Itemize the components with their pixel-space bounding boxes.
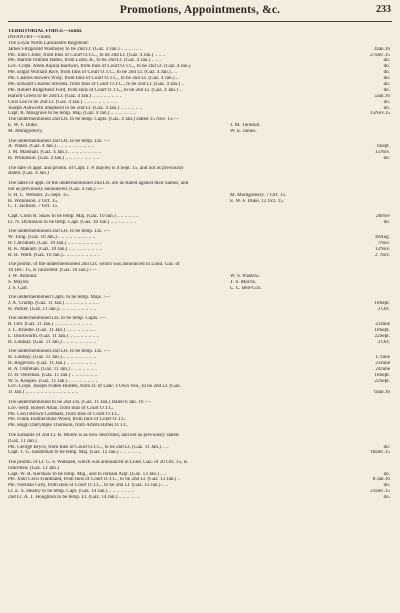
line-text: The undermentioned 2nd Lts. to be temp. Lts. :— xyxy=(8,138,111,144)
line-text: Lce.-Serjt. Robert Allan, from Inns of Court O.T.C. xyxy=(8,405,114,411)
line-text: J. M. Marshall. (Gaz. 4 Jan.) .. .. .. .. .. .. .. .. .. xyxy=(8,150,102,156)
line-text: Capt. W. R. Kershaw to be temp. Maj., and to remain Adjt. (Gaz. 13 Jan.) .. .. xyxy=(8,471,167,477)
line-text: The undermentioned to be 2nd Lts. (Gaz. 11 Jan.) Dated 6 Jan. 16 :— xyxy=(8,399,152,405)
line-text: cancelled. (Gaz. 12 Jan.) xyxy=(8,465,59,471)
line-date: 5Jan.16 xyxy=(374,93,390,99)
line-text: J. W. Almond. xyxy=(8,273,38,279)
line-text: 10 Dec. 15, is cancelled. (Gaz. 10 Jan.) :— xyxy=(8,267,97,273)
line-date: do. xyxy=(383,76,390,82)
text-line xyxy=(8,423,392,429)
text-line xyxy=(8,340,392,346)
line-text: Pte. Harold Outram Batho, from Lond. R., to be 2nd Lt. (Gaz. 4 Jan.) .. .. .. xyxy=(8,58,162,64)
second-column-text: T. S. Morris. xyxy=(230,279,257,285)
line-text: Pte. George Bryce, from Inns of Court O.T.C., to be 2nd Lt. (Gaz. 11 Jan.) .. .. xyxy=(8,444,169,450)
line-text: Capt. T. G. Sandeman to be temp. Maj. (Gaz. 12 Jan.) .. .. .. .. .. .. xyxy=(8,450,142,456)
line-date: 23June xyxy=(375,322,390,328)
line-date: 18Aug. xyxy=(374,235,390,240)
line-date: 23June xyxy=(375,360,390,366)
line-text: J. A. Crump. (Gaz. 11 Jan.) .. .. .. .. .. .. .. .. .. xyxy=(8,300,99,306)
text-line xyxy=(8,156,392,162)
line-text: H. Wilkinson. (Gaz. 4 Jan.) .. .. .. .. .. .. .. .. .. xyxy=(8,156,99,162)
text-line xyxy=(8,390,392,396)
text-line xyxy=(8,253,392,259)
line-text: H. Chronnell. (Gaz. 10 Jan.) .. .. .. .. .. .. .. .. .. xyxy=(8,240,101,246)
text-line xyxy=(8,129,392,135)
second-column-text: W. S. Plastow. xyxy=(230,273,260,279)
line-text: S. Mayoh. xyxy=(8,279,30,285)
line-text: H. Parker. (Gaz. 11 Jan.).. .. .. .. .. .. .. .. .. .. xyxy=(8,306,96,312)
line-text: James Fitzgerald Walmsley to be 2nd Lt. (Gaz. 3 Jan.) .. .. .. .. .. .. xyxy=(8,46,143,52)
line-text: stated. (Gaz. 4 Jan.) xyxy=(8,171,49,177)
page-number: 233 xyxy=(376,4,391,15)
line-text: The dates of appt. of the undermentioned 2nd Lts. are as stated against their names, and xyxy=(8,180,189,186)
second-column-text: J. M. Turnbull. xyxy=(230,123,261,129)
line-text: Pte. Norman Grey, from Inns of Court O.T.C., to be 2nd Lt. (Gaz. 13 Jan.) .. .. xyxy=(8,483,169,489)
line-date: 6Jan.16 xyxy=(374,390,390,396)
text-line xyxy=(8,307,392,313)
line-text: Pte. Robert Ridgefield Ford, from Inns of Court O.T.C., to be 2nd Lt. (Gaz. 4 Jan.) .. xyxy=(8,87,182,93)
line-date: 15Nov. xyxy=(375,150,390,156)
line-text: Pte. Hugh Dalrymple Thomson, from Artists Rifles O.T.C. xyxy=(8,423,129,429)
line-text: The undermentioned 2nd Lts. to be temp. Lts. :— xyxy=(8,229,111,235)
line-text: A. Walsh. (Gaz. 4 Jan.) .. .. .. .. .. .. .. .. .. .. xyxy=(8,144,95,150)
line-text: R. Ord. (Gaz. 11 Jan.) .. .. .. .. .. .. .. .. .. .. xyxy=(8,322,92,328)
line-text: 2nd Lt. A. T. Houghton to be temp. Lt. (Gaz. 14 Jan.) .. .. .. .. .. .. xyxy=(8,495,141,501)
line-date: do. xyxy=(383,219,390,225)
line-date: 22Sept. xyxy=(374,333,390,339)
line-date: 8 Jan.16 xyxy=(372,477,390,483)
line-date: do. xyxy=(383,471,390,477)
line-date: 18Dec.15 xyxy=(370,450,390,456)
line-date: do. xyxy=(383,70,390,76)
line-date: do. xyxy=(383,99,390,105)
line-date: 18Sept. xyxy=(374,300,390,306)
line-text: TERRITORIAL FORCE—contd. xyxy=(8,29,83,34)
line-date: 28Nov xyxy=(376,213,390,219)
second-column-text: E. W. F. Duke. 12 Oct. 15. xyxy=(230,198,285,204)
line-date: 6Sept. xyxy=(377,144,390,150)
line-date: do. xyxy=(383,156,390,162)
line-text: The undermentioned Capts. to be temp. Majs. :— xyxy=(8,295,110,301)
second-column-text: W. E. James. xyxy=(230,129,257,135)
line-text: W. S. Koopes. (Gaz. 11 Jan.) .. .. .. .. .. .. .. .. xyxy=(8,378,99,384)
line-text: C. T. Jackson. 7 Oct. 15. xyxy=(8,204,59,210)
line-text: R. H. Ward. (Gaz. 10 Jan.).. .. .. .. .. .. .. .. .. .. xyxy=(8,252,100,258)
line-text: L. Duckworth. (Gaz. 11 Jan.) .. .. .. .. .. .. .. .. xyxy=(8,333,99,339)
line-date: 17June xyxy=(375,355,390,361)
line-text: The undermentioned 2nd Lts. to be temp. Capts. (Gaz. 4 Jan.) Dated 15 Nov. 15:— xyxy=(8,117,179,123)
line-date: do. xyxy=(383,58,390,64)
running-header xyxy=(0,0,400,22)
line-text: (Gaz. 11 Jan.) xyxy=(8,438,37,444)
line-text: The Loyal North Lancashire Regiment. xyxy=(8,40,89,46)
line-text: Pte. John Crone, from Inns of Court O.T.C., to be 2nd Lt. (Gaz. 4 Jan.) .. .. .. xyxy=(8,52,165,58)
line-text: Harold Green to be 2nd Lt. (Gaz. 4 Jan.) .. .. .. .. .. .. .. .. xyxy=(8,93,123,99)
line-date: 7Nov. xyxy=(377,240,390,246)
line-text: Pte. John Cecil Frankland, from Inns of Court O.T.C., to be 2nd Lt. (Gaz. 13 Jan.) .. xyxy=(8,477,181,483)
text-line xyxy=(8,286,392,292)
line-date: 22Sept. xyxy=(374,378,390,384)
line-text: R. A. Ostrehan. (Gaz. 11 Jan.) .. .. .. .. .. .. .. xyxy=(8,366,97,372)
line-text: Capt. Colin R. Shaw to be temp. Maj. (Gaz. 10 Jan.) .. .. .. .. .. .. xyxy=(8,213,139,219)
line-text: W. Tong. (Gaz. 10 Jan.) .. .. .. .. .. .. .. .. .. .. xyxy=(8,235,96,240)
line-date: 12Nov. xyxy=(375,246,390,252)
line-text: H. Lindsay. (Gaz. 11 Jan.) .. .. .. .. .. .. .. .. .. xyxy=(8,355,97,361)
line-text: R. K. Makant. (Gaz. 10 Jan.) .. .. .. .. .. .. .. .. .. xyxy=(8,246,103,252)
line-date: 24June xyxy=(375,366,390,372)
line-text: E. W. F. Duke. xyxy=(8,123,39,129)
line-date: 3 Oct. xyxy=(377,339,390,345)
line-text: The promn. of Lt. G. F. Walkden, which was announced in Lond. Gaz. of 20 Oct. 15, is xyxy=(8,459,188,465)
line-date: do. xyxy=(383,483,390,489)
line-date: 4Jan.16 xyxy=(374,46,390,52)
second-column-text: L. C. Bell-Cox. xyxy=(230,285,262,291)
line-text: Pte. Cecil Brown Coldham, from Inns of Court O.T.C. xyxy=(8,411,120,417)
text-line xyxy=(8,450,392,456)
line-text: The promn. of the undermentioned 2nd Lts. which was announced in Lond. Gaz. of xyxy=(8,262,180,268)
line-text: M. Montgomery. xyxy=(8,129,43,135)
line-date: do. xyxy=(383,87,390,93)
line-text: Pte. Edward Charles Stevens, from Inns of Court O.T.C., to be 2nd Lt. (Gaz. 4 Jan.) .. xyxy=(8,82,184,88)
header-rule xyxy=(8,21,392,22)
line-date: do. xyxy=(383,64,390,70)
line-date: 15Nov.15 xyxy=(369,111,390,117)
line-text: The undermentioned Lts. to be temp. Capts. :— xyxy=(8,316,107,322)
line-text: The undermentioned 2nd Lts. to be temp. Lts. :— xyxy=(8,349,111,355)
line-date: 21Dec.15 xyxy=(370,489,390,495)
line-text: The surname of 2nd Lt. B. Moore is as now described, and not as previously stated. xyxy=(8,432,180,438)
text-line xyxy=(8,220,392,226)
text-line xyxy=(8,171,392,177)
line-text: Pte. Edgar William Rice, from Inns of Court O.T.C., to be 2nd Lt. (Gaz. 4 Jan.).. .. xyxy=(8,70,178,76)
line-text: Lce.-Corpl. Allen Aquila Baldwin, from Inns of Court O.T.C., to be 2nd Lt. (Gaz. 4 Jan.) xyxy=(8,64,191,70)
second-column-text: M. Montgomery. 7 Oct. 15. xyxy=(230,192,287,198)
line-text: H. Rogerson. (Gaz. 11 Jan.) .. .. .. .. .. .. .. .. xyxy=(8,360,97,366)
line-date: do. xyxy=(383,495,390,501)
text-line xyxy=(8,495,392,501)
line-text: Pte. Frank Featherstone Wood, from Inns of Court O.T.C. xyxy=(8,417,127,423)
line-date: do. xyxy=(383,105,390,111)
line-text: Lt. N. Dickinson to be temp. Capt. (Gaz. 10 Jan.) .. .. .. .. .. .. .. xyxy=(8,219,137,225)
gazette-body xyxy=(8,29,392,501)
line-text: Lt. E. S. Healey to be temp. Capt. (Gaz. 14 Jan.) .. .. .. .. .. .. .. xyxy=(8,489,135,495)
line-date: do. xyxy=(383,82,390,88)
text-line xyxy=(8,204,392,210)
line-date: 2. Nov. xyxy=(375,252,390,258)
line-text: H. Wilkinson. 2 Oct. 15. xyxy=(8,198,59,204)
line-text: not as previously announced. (Gaz. 4 Jan.) :— xyxy=(8,186,104,192)
running-title: Promotions, Appointments, &c. xyxy=(119,4,281,16)
line-text: 11 Jan.) .. .. .. .. .. .. .. .. .. .. .. .. .. .. xyxy=(8,390,79,396)
line-date: do. xyxy=(383,444,390,450)
line-text: Joseph Ashworth Shepherd to be 2nd Lt. (Gaz. 4 Jan.) .. .. .. .. .. .. xyxy=(8,105,143,111)
line-text: Pte. Charles Bowers Wray, from Inns of Court O.T.C., to be 2nd Lt. (Gaz. 4 Jan.) .. xyxy=(8,76,179,82)
line-date: 3 Oct. xyxy=(377,306,390,312)
line-date: 18Sept. xyxy=(374,327,390,333)
line-text: Lce.-Corpl. Joseph Foden Holden, from D. of Lanc.'s Own Yeo., to be 2nd Lt. (Gaz. xyxy=(8,384,181,390)
line-text: Capt. R. Musgrave to be temp. Maj. (Gaz. 4 Jan.) .. .. .. .. .. .. .. xyxy=(8,111,137,117)
line-text: J. L. Brindle. (Gaz. 11 Jan.) .. .. .. .. .. .. .. .. xyxy=(8,327,96,333)
line-date: 27Dec.15 xyxy=(370,52,390,58)
line-text: INFANTRY—contd. xyxy=(8,34,52,40)
line-text: The date of appt. and promn. of Capt. J. P. Bayley is 4 Sept. 15, and not as previously xyxy=(8,165,184,171)
line-text: H. Lindsay. (Gaz. 11 Jan.) .. .. .. .. .. .. .. .. .. xyxy=(8,339,97,345)
line-text: S. H. C. Webster. 25 Sept. 15. xyxy=(8,192,70,198)
line-date: 18Sept. xyxy=(374,372,390,378)
line-text: Gilis Lee to be 2nd Lt. (Gaz. 4 Jan.) .. .. .. .. .. .. .. .. .. xyxy=(8,99,117,105)
line-text: J. S. Carr. xyxy=(8,285,29,291)
line-text: D. H. Ostrehan. (Gaz. 11 Jan.) .. .. .. .. .. .. .. xyxy=(8,372,98,378)
